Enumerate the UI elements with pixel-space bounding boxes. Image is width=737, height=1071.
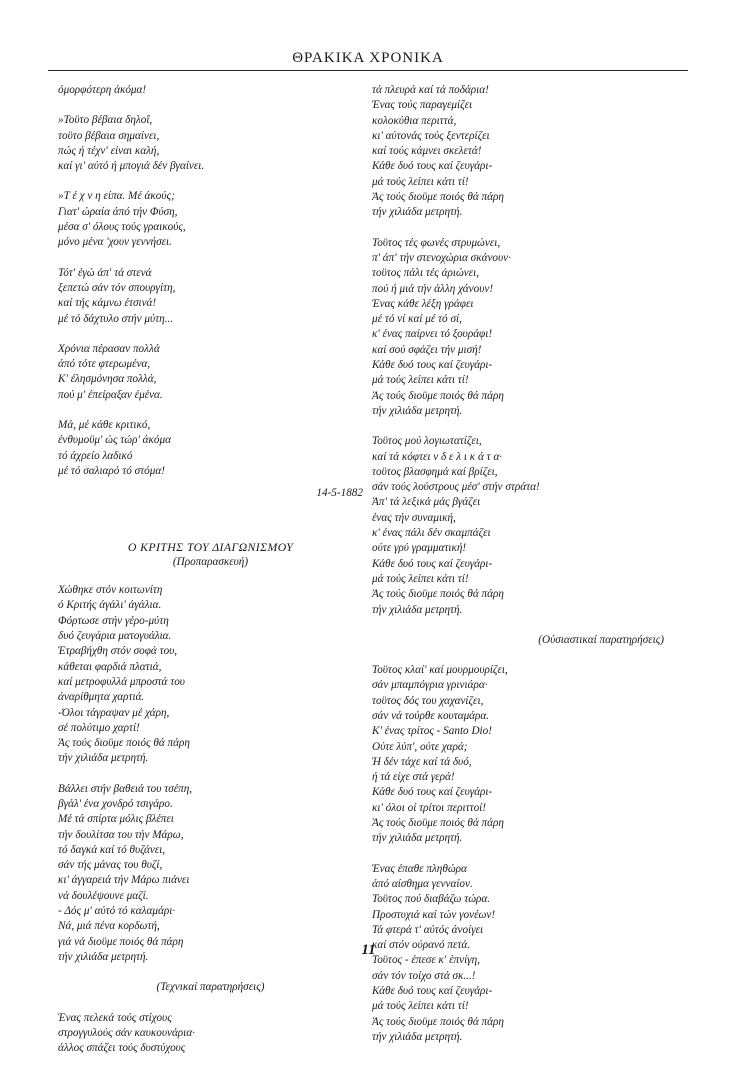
- verse-line: Ή δέν τάχε καί τά δυό,: [372, 755, 472, 768]
- verse-line: καί τής κάμνω έτσινά!: [58, 297, 157, 310]
- verse-line: πώς ή τέχν' είναι καλή,: [58, 144, 160, 157]
- verse-line: μά τούς λείπει κάτι τί!: [372, 1000, 469, 1013]
- verse-line: π' άπ' τήν στενοχώρια σκάνουν·: [372, 251, 511, 264]
- verse-line: Μέ τά σπίρτα μόλις βλέπει: [58, 813, 174, 826]
- verse-line: Κάθε δυό τους καί ζευγάρι-: [372, 160, 493, 173]
- verse-line: τήν χιλιάδα μετρητή.: [372, 1030, 463, 1043]
- verse-line: ένθυμοϋμ' ώς τώρ' άκόμα: [58, 434, 171, 447]
- verse-line: πού ή μιά τήν άλλη χάνουν!: [372, 282, 494, 295]
- verse-line: σάν τόν τοίχο στά σκ...!: [372, 969, 476, 982]
- verse-line: πού μ' έπείραξαν έμένα.: [58, 388, 163, 401]
- verse-line: Τοϋτος κλαί' καί μουρμουρίζει,: [372, 664, 508, 677]
- right-stanzas-b: [372, 663, 672, 1045]
- verse-line: κολοκύθια περιττά,: [372, 114, 457, 127]
- verse-line: Άπ' τά λεξικά μάς βγάζει: [372, 496, 481, 509]
- section-note-substantive: (Ούσιαστικαί παρατηρήσεις): [538, 633, 664, 646]
- verse-line: Άς τούς διοϋμε ποιός θά πάρη: [372, 1015, 504, 1028]
- verse-line: ούτε γρύ γραμματική!: [372, 542, 467, 555]
- verse-line: μέσα σ' όλους τούς γραικούς,: [58, 221, 186, 234]
- verse-line: τήν χιλιάδα μετρητή.: [58, 950, 149, 963]
- stanza: [58, 266, 363, 327]
- header-rule: [48, 70, 688, 71]
- stanza: [372, 434, 672, 618]
- verse-line: μά τούς λείπει κάτι τί!: [372, 374, 469, 387]
- verse-line: Ένας κάθε λέξη γράφει: [372, 297, 474, 310]
- verse-line: σάν μπαμπόγρια γρινιάρα·: [372, 679, 488, 692]
- verse-line: τήν χιλιάδα μετρητή.: [372, 832, 463, 845]
- stanza: [58, 583, 363, 767]
- page-number: 11: [361, 942, 376, 958]
- verse-line: Άς τούς διοϋμε ποιός θά πάρη: [372, 389, 504, 402]
- left-stanzas-a: [58, 83, 363, 479]
- verse-line: καί τά κόφτει ν δ ε λ ι κ ά τ α·: [372, 450, 503, 463]
- verse-line: τά πλευρά καί τά ποδάρια!: [372, 84, 489, 96]
- verse-line: μέ τό δάχτυλο στήν μύτη...: [58, 312, 174, 325]
- verse-line: άναρίθμητα χαρτιά.: [58, 691, 145, 704]
- verse-line: Τοϋτος πού διαβάζω τώρα.: [372, 893, 491, 906]
- verse-line: τήν δουλίτσα του τήν Μάρω,: [58, 828, 184, 841]
- verse-line: μά τούς λείπει κάτι τί!: [372, 175, 469, 188]
- verse-line: κι' όλοι οί τρίτοι περιττοί!: [372, 801, 487, 814]
- stanza: [372, 663, 672, 847]
- stanza: [58, 83, 363, 98]
- right-column: [372, 83, 672, 1060]
- stanza: [372, 83, 672, 221]
- verse-line: τοϋτος πάλι τές άριώνει,: [372, 267, 480, 280]
- verse-line: γιά νά διοϋμε ποιός θά πάρη: [58, 935, 184, 948]
- right-stanzas-a: [372, 83, 672, 618]
- verse-line: Κάθε δυό τους καί ζευγάρι-: [372, 557, 493, 570]
- stanza: [58, 418, 363, 479]
- verse-line: Φόρτωσε στήν γέρο-μύτη: [58, 614, 169, 627]
- verse-line: σάν νά τούρθε κουταμάρα.: [372, 709, 490, 722]
- stanza: [58, 1011, 363, 1057]
- left-stanzas-c: [58, 1011, 363, 1057]
- verse-line: Τότ' έγώ άπ' τά στενά: [58, 266, 152, 279]
- verse-line: τήν χιλιάδα μετρητή.: [372, 206, 463, 219]
- verse-line: κι' αύτονάς τούς ξεντερίζει: [372, 129, 490, 142]
- verse-line: Τοϋτος - έπεσε κ' έπνίγη,: [372, 954, 480, 967]
- verse-line: σέ πολύτιμο χαρτί!: [58, 721, 140, 734]
- verse-line: τοϋτο βέβαια σημαίνει,: [58, 129, 160, 142]
- verse-line: κι' άγγαρειά τήν Μάρω πιάνει: [58, 874, 190, 887]
- verse-line: ξεπετώ σάν τόν σπουργίτη,: [58, 281, 176, 294]
- verse-line: στρογγυλούς σάν καυκουνάρια·: [58, 1026, 195, 1039]
- verse-line: τό άχρείο λαδικό: [58, 449, 133, 462]
- verse-line: κάθεται φαρδιά πλατιά,: [58, 660, 162, 673]
- verse-line: Γιατ' ώραία άπό τήν Φύση,: [58, 205, 178, 218]
- poem-date: 14-5-1882: [316, 487, 363, 500]
- verse-line: ή τά είχε στά γερά!: [372, 771, 455, 784]
- verse-line: Τοϋτος μού λογιωτατίζει,: [372, 435, 482, 448]
- left-stanzas-b: [58, 583, 363, 965]
- poem-title: Ο ΚΡΙΤΗΣ ΤΟΥ ΔΙΑΓΩΝΙΣΜΟΥ: [127, 539, 294, 554]
- stanza: [58, 189, 363, 250]
- verse-line: Μά, μέ κάθε κριτικό,: [58, 419, 151, 432]
- verse-line: Ούτε λύπ', ούτε χαρά;: [372, 740, 468, 753]
- verse-line: βγάλ' ένα χονδρό τσιγάρο.: [58, 797, 173, 810]
- section-note-technical: (Τεχνικαί παρατηρήσεις): [156, 981, 265, 994]
- verse-line: Κ' ένας τρίτος - Santo Dio!: [372, 725, 492, 738]
- verse-line: Τά φτερά τ' αύτός άνοίγει: [372, 923, 484, 936]
- verse-line: Ένας έπαθε πληθώρα: [372, 862, 467, 875]
- verse-line: Άς τούς διοϋμε ποιός θά πάρη: [372, 191, 504, 204]
- verse-line: - Δός μ' αύτό τό καλαμάρι·: [58, 905, 176, 918]
- verse-line: Έτραβήχθη στόν σοφά του,: [58, 645, 178, 658]
- verse-line: τό δαγκά καί τό θυζάνει,: [58, 843, 166, 856]
- verse-line: άπό αίσθημα γενναίον.: [372, 877, 473, 890]
- stanza: [58, 782, 363, 966]
- verse-line: Άς τούς διοϋμε ποιός θά πάρη: [58, 737, 190, 750]
- verse-line: μόνο μένα 'χουν γεννήσει.: [58, 236, 172, 249]
- verse-line: »Τ έ χ ν η είπα. Μέ άκούς;: [58, 190, 175, 203]
- verse-line: Ένας πελεκά τούς στίχους: [58, 1011, 172, 1024]
- verse-line: Ένας τούς παραγεμίζει: [372, 99, 473, 112]
- verse-line: άλλος σπάζει τούς δυστύχους: [58, 1042, 186, 1055]
- verse-line: σάν τούς λούστρους μέσ' στήν στράτα!: [372, 481, 540, 494]
- poem-title-block: [58, 540, 363, 571]
- verse-line: καί γι' αύτό ή μπογιά δέν βγαίνει.: [58, 160, 205, 173]
- verse-line: κ' ένας πάλι δέν σκαμπάζει: [372, 527, 491, 540]
- verse-line: Βάλλει στήν βαθειά του τσέπη,: [58, 782, 193, 795]
- verse-line: άπό τότε φτερωμένα,: [58, 358, 151, 371]
- verse-line: Χρόνια πέρασαν πολλά: [58, 342, 160, 355]
- stanza: [372, 236, 672, 420]
- stanza: [58, 113, 363, 174]
- verse-line: »Τοϋτο βέβαια δηλοΐ,: [58, 114, 153, 127]
- verse-line: τοϋτος βλασφημά καί βρίζει,: [372, 465, 498, 478]
- verse-line: -Όλοι τάγραψαν μέ χάρη,: [58, 706, 170, 719]
- verse-line: τήν χιλιάδα μετρητή.: [372, 404, 463, 417]
- verse-line: ένας τήν συναμική,: [372, 511, 456, 524]
- verse-line: τοϋτος δός του χαχανίζει,: [372, 694, 484, 707]
- verse-line: νά δουλέψουνε μαζί.: [58, 889, 149, 902]
- verse-line: καί στόν ούρανό πετά.: [372, 939, 471, 952]
- verse-line: κ' ένας παίρνει τό ξουράφι!: [372, 328, 493, 341]
- stanza: [58, 342, 363, 403]
- verse-line: όμορφότερη άκόμα!: [58, 84, 147, 96]
- running-header: ΘΡΑΚΙΚΑ ΧΡΟΝΙΚΑ: [292, 50, 444, 66]
- left-column: [58, 83, 363, 1071]
- verse-line: Κάθε δυό τους καί ζευγάρι-: [372, 359, 493, 372]
- verse-line: καί μετροφυλλά μπροστά του: [58, 675, 185, 688]
- verse-line: δυό ζευγάρια ματογυάλια.: [58, 630, 172, 643]
- verse-line: μέ τό σαλιαρό τό στόμα!: [58, 464, 165, 477]
- verse-line: Νά, μιά πένα κορδωτή,: [58, 920, 160, 933]
- verse-line: μά τούς λείπει κάτι τί!: [372, 572, 469, 585]
- verse-line: Κ' έλησμόνησα πολλά,: [58, 373, 157, 386]
- verse-line: τήν χιλιάδα μετρητή.: [58, 752, 149, 765]
- verse-line: καί σού σφάζει τήν μισή!: [372, 343, 482, 356]
- verse-line: ό Κριτής άγάλι' άγάλια.: [58, 599, 162, 612]
- verse-line: Χώθηκε στόν κοιτωνίτη: [58, 584, 163, 597]
- verse-line: σάν τής μάνας του θυζί,: [58, 859, 163, 872]
- verse-line: Κάθε δυό τους καί ζευγάρι-: [372, 985, 493, 998]
- verse-line: Άς τούς διοϋμε ποιός θά πάρη: [372, 817, 504, 830]
- verse-line: Άς τούς διοϋμε ποιός θά πάρη: [372, 588, 504, 601]
- verse-line: τήν χιλιάδα μετρητή.: [372, 603, 463, 616]
- verse-line: καί τούς κάμνει σκελετά!: [372, 145, 482, 158]
- verse-line: μέ τό νί καί μέ τό σί,: [372, 313, 462, 326]
- verse-line: Κάθε δυό τους καί ζευγάρι-: [372, 786, 493, 799]
- verse-line: Τοϋτος τές φωνές στρυμώνει,: [372, 236, 501, 249]
- poem-subtitle: (Προπαρασκευή): [172, 555, 249, 568]
- verse-line: Προστυχιά καί τών γονέων!: [372, 908, 496, 921]
